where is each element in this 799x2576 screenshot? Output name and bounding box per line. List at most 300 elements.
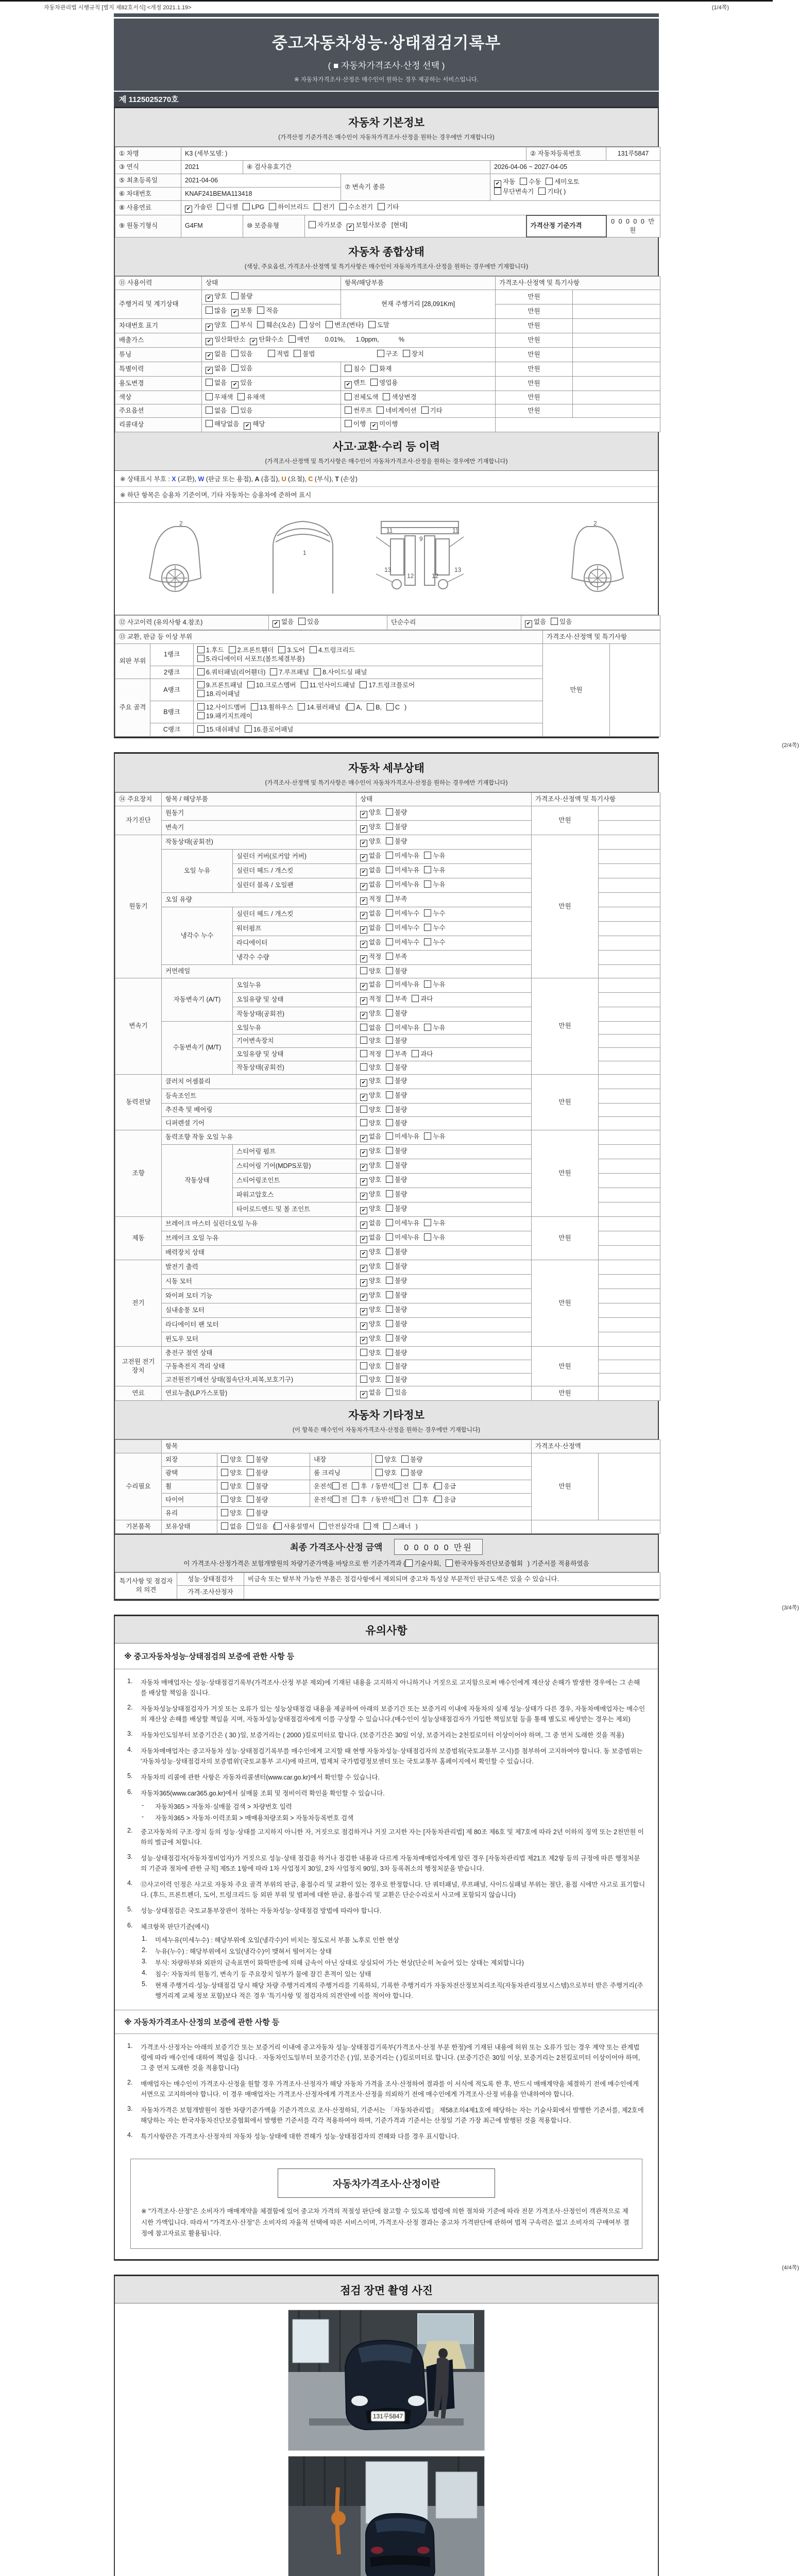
checkbox-label: 네비게이션	[385, 407, 417, 414]
checkbox-checked[interactable]	[360, 1176, 381, 1185]
checkbox-unchecked[interactable]	[197, 646, 224, 655]
checkbox-checked[interactable]	[494, 178, 515, 188]
checkbox-unchecked[interactable]	[520, 178, 541, 187]
checkbox-unchecked[interactable]	[197, 655, 304, 664]
document-title: 중고자동차성능·상태점검기록부	[271, 34, 501, 52]
checkbox-unchecked[interactable]	[231, 321, 252, 330]
checkbox-box	[197, 712, 205, 719]
checkbox-unchecked[interactable]	[386, 1205, 407, 1213]
checkbox-unchecked[interactable]	[347, 703, 362, 712]
table-cell: 연료누출(LP가스포함)	[162, 1386, 356, 1401]
checkbox-checked[interactable]	[206, 364, 227, 374]
checkbox-unchecked[interactable]	[360, 1349, 381, 1358]
checkbox-unchecked[interactable]	[319, 1522, 359, 1531]
checkbox-unchecked[interactable]	[257, 321, 295, 330]
checkbox-checked[interactable]	[231, 307, 252, 316]
checkbox-unchecked[interactable]	[275, 1522, 314, 1531]
checkbox-unchecked[interactable]	[221, 1496, 242, 1504]
checkbox-cell	[305, 215, 526, 238]
checkbox-unchecked[interactable]	[424, 1233, 445, 1242]
checkbox-checked[interactable]	[360, 1190, 381, 1200]
document-subtitle: ( ■ 자동차가격조사·산정 선택 )	[328, 61, 445, 71]
checkbox-unchecked[interactable]	[197, 712, 252, 721]
checkbox-checked[interactable]	[360, 995, 381, 1005]
checkbox-unchecked[interactable]	[217, 203, 238, 212]
checkbox-unchecked[interactable]	[360, 1376, 381, 1384]
table-cell: 현재 주행거리 [28,091Km]	[341, 290, 496, 319]
checkbox-unchecked[interactable]	[288, 335, 310, 344]
table-cell: 주행거리 및 계기상태	[115, 290, 202, 319]
checkbox-checked[interactable]	[250, 335, 283, 345]
checkbox-unchecked[interactable]	[386, 1176, 407, 1184]
checkbox-unchecked[interactable]	[414, 1482, 429, 1491]
table-cell: 실린더 커버(로커암 커버)	[233, 849, 356, 863]
checkbox-unchecked[interactable]	[403, 350, 424, 359]
checkbox-unchecked[interactable]	[538, 188, 566, 196]
checkbox-unchecked[interactable]	[386, 895, 407, 904]
checkbox-unchecked[interactable]	[386, 1077, 407, 1086]
checkbox-unchecked[interactable]	[326, 321, 364, 330]
checkbox-unchecked[interactable]	[206, 379, 227, 387]
checkbox-unchecked[interactable]	[301, 681, 355, 690]
checkbox-checked[interactable]	[360, 1388, 381, 1398]
checkbox-cell	[356, 1317, 532, 1332]
checkbox-unchecked[interactable]	[551, 618, 572, 626]
checkbox-box	[247, 1509, 254, 1516]
checkbox-unchecked[interactable]	[221, 1522, 242, 1531]
checkbox-unchecked[interactable]	[386, 1091, 407, 1100]
checkbox-unchecked[interactable]	[247, 1522, 268, 1531]
checkbox-unchecked[interactable]	[386, 980, 419, 989]
checkbox-unchecked[interactable]	[386, 1161, 407, 1170]
checkbox-unchecked[interactable]	[221, 1509, 242, 1518]
basic-info-band	[115, 108, 658, 147]
checkbox-unchecked[interactable]	[386, 852, 419, 860]
checkbox-unchecked[interactable]	[386, 1050, 407, 1059]
checkbox-label: 유채색	[246, 394, 265, 401]
checkbox-unchecked[interactable]	[197, 725, 240, 734]
form-meta-line	[44, 3, 729, 11]
checkbox-box: ✔	[273, 620, 280, 628]
checkbox-unchecked[interactable]	[386, 808, 407, 817]
checkbox-label: 누유	[433, 1132, 446, 1140]
checkbox-unchecked[interactable]	[364, 1522, 379, 1531]
checkbox-unchecked[interactable]	[386, 1334, 407, 1343]
checkbox-checked[interactable]	[273, 618, 294, 628]
checkbox-label: 없음	[369, 852, 382, 859]
checkbox-unchecked[interactable]	[383, 393, 416, 402]
checkbox-box	[251, 703, 258, 710]
checkbox-cell	[356, 1303, 532, 1317]
checkbox-unchecked[interactable]	[206, 393, 233, 402]
checkbox-unchecked[interactable]	[206, 406, 227, 415]
checkbox-box	[376, 1469, 383, 1476]
table-cell	[599, 1373, 660, 1386]
checkbox-unchecked[interactable]	[360, 1119, 381, 1128]
checkbox-unchecked[interactable]	[386, 866, 419, 875]
checkbox-unchecked[interactable]	[310, 646, 355, 655]
checkbox-unchecked[interactable]	[386, 1190, 407, 1199]
checkbox-unchecked[interactable]	[197, 703, 246, 712]
checkbox-unchecked[interactable]	[446, 1558, 523, 1568]
checkbox-label: 불량	[256, 1496, 268, 1503]
checkbox-box: ✔	[360, 854, 367, 861]
checkbox-box: ✔	[360, 955, 367, 962]
table-cell	[573, 319, 660, 333]
checkbox-label: 불량	[395, 1320, 407, 1328]
checkbox-label: 누유	[433, 1219, 446, 1227]
checkbox-label: 색상변경	[392, 394, 417, 401]
checkbox-label: 16.플로어패널	[253, 725, 294, 733]
checkbox-unchecked[interactable]	[386, 1106, 407, 1114]
checkbox-checked[interactable]	[370, 420, 398, 430]
checkbox-unchecked[interactable]	[386, 1132, 419, 1141]
checkbox-unchecked[interactable]	[386, 823, 407, 832]
inline-text: 이 가격조사·산정가격은 보험개발원의 차량기준가액을 바탕으로 한 기준가격과 (	[183, 1560, 406, 1567]
checkbox-checked[interactable]	[360, 924, 381, 934]
checkbox-box: ✔	[360, 883, 367, 890]
diagram-callout-number: 12	[432, 572, 439, 580]
checkbox-checked[interactable]	[360, 1205, 381, 1214]
checkbox-unchecked[interactable]	[386, 1291, 407, 1300]
diagram-callout-number: 12	[407, 572, 414, 580]
checkbox-unchecked[interactable]	[332, 1482, 347, 1491]
checkbox-unchecked[interactable]	[412, 1050, 433, 1059]
checkbox-label: 불량	[395, 1092, 407, 1099]
checkbox-checked[interactable]	[360, 1334, 381, 1344]
checkbox-cell	[356, 820, 532, 835]
checkbox-unchecked[interactable]	[360, 967, 381, 976]
checkbox-unchecked[interactable]	[300, 321, 321, 330]
inline-text	[319, 350, 377, 358]
checkbox-unchecked[interactable]	[360, 1106, 381, 1114]
checkbox-cell	[217, 1520, 532, 1533]
checkbox-label: 기타( )	[547, 188, 566, 196]
checkbox-unchecked[interactable]	[435, 1496, 456, 1504]
checkbox-checked[interactable]	[360, 837, 381, 847]
checkbox-label: 없음	[369, 980, 382, 988]
checkbox-unchecked[interactable]	[309, 221, 342, 230]
checkbox-checked[interactable]	[360, 1077, 381, 1087]
basic-info-subtitle: (가격산정 기준가격은 매수인이 자동차가격조사·산정을 원하는 경우에만 기재합니다)	[278, 134, 495, 141]
checkbox-checked[interactable]	[231, 379, 252, 388]
checkbox-unchecked[interactable]	[424, 1132, 445, 1141]
checkbox-checked[interactable]	[206, 335, 245, 345]
checkbox-unchecked[interactable]	[221, 1469, 242, 1478]
checkbox-unchecked[interactable]	[386, 1063, 407, 1072]
table-cell: 디퍼렌셜 기어	[162, 1116, 356, 1130]
checkbox-unchecked[interactable]	[270, 668, 309, 677]
checkbox-label: 양호	[369, 1092, 382, 1099]
checkbox-unchecked[interactable]	[421, 406, 443, 415]
checkbox-unchecked[interactable]	[386, 703, 400, 712]
checkbox-unchecked[interactable]	[332, 1496, 347, 1504]
checkbox-unchecked[interactable]	[377, 350, 398, 359]
page4-block	[114, 2275, 659, 2576]
checkbox-unchecked[interactable]	[278, 646, 305, 655]
checkbox-unchecked[interactable]	[386, 1262, 407, 1271]
checkbox-unchecked[interactable]	[247, 1509, 268, 1518]
table-cell: 성능·상태점검자	[177, 1572, 244, 1586]
checkbox-checked[interactable]	[244, 420, 265, 430]
checkbox-unchecked[interactable]	[247, 681, 296, 690]
checkbox-unchecked[interactable]	[376, 1469, 397, 1478]
checkbox-label: 있음	[559, 618, 572, 625]
checkbox-checked[interactable]	[360, 852, 381, 861]
checkbox-unchecked[interactable]	[546, 178, 579, 187]
checkbox-unchecked[interactable]	[237, 393, 265, 402]
checkbox-unchecked[interactable]	[386, 1037, 407, 1045]
status-code-meaning: (교환),	[176, 475, 198, 483]
checkbox-box	[352, 1482, 359, 1489]
checkbox-checked[interactable]	[206, 321, 227, 331]
checkbox-unchecked[interactable]	[294, 350, 315, 359]
checkbox-unchecked[interactable]	[386, 1320, 407, 1329]
checkbox-cell	[356, 1245, 532, 1260]
checkbox-unchecked[interactable]	[339, 203, 373, 212]
checkbox-label: 누유	[433, 1233, 446, 1241]
checkbox-unchecked[interactable]	[386, 1277, 407, 1285]
checkbox-box: ✔	[345, 381, 352, 388]
checkbox-checked[interactable]	[360, 1277, 381, 1286]
checkbox-unchecked[interactable]	[245, 725, 294, 734]
checkbox-box	[424, 1132, 431, 1140]
checkbox-unchecked[interactable]	[298, 618, 319, 626]
checkbox-unchecked[interactable]	[386, 1388, 407, 1397]
checkbox-unchecked[interactable]	[435, 1482, 456, 1491]
checkbox-unchecked[interactable]	[206, 420, 239, 429]
checkbox-unchecked[interactable]	[386, 1349, 407, 1358]
table-cell: 항목	[162, 1440, 532, 1453]
checkbox-unchecked[interactable]	[247, 1455, 268, 1464]
checkbox-unchecked[interactable]	[394, 1482, 409, 1491]
checkbox-unchecked[interactable]	[231, 364, 252, 373]
checkbox-unchecked[interactable]	[206, 307, 227, 315]
checkbox-checked[interactable]	[360, 1132, 381, 1142]
checkbox-label: 누유	[433, 880, 446, 888]
checkbox-unchecked[interactable]	[360, 1362, 381, 1371]
checkbox-unchecked[interactable]	[424, 938, 445, 947]
checkbox-unchecked[interactable]	[229, 646, 274, 655]
checkbox-cell	[202, 333, 496, 348]
checkbox-unchecked[interactable]	[386, 1119, 407, 1128]
checkbox-unchecked[interactable]	[370, 379, 398, 387]
checkbox-unchecked[interactable]	[314, 668, 367, 677]
checkbox-unchecked[interactable]	[298, 703, 341, 712]
checkbox-checked[interactable]	[525, 618, 546, 628]
checkbox-box	[386, 924, 393, 931]
checkbox-box: ✔	[360, 912, 367, 919]
checkbox-box	[288, 335, 296, 343]
checkbox-unchecked[interactable]	[231, 292, 252, 301]
checkbox-unchecked[interactable]	[386, 938, 419, 947]
checkbox-unchecked[interactable]	[424, 880, 445, 889]
checkbox-label: 양호	[384, 1469, 397, 1477]
checkbox-unchecked[interactable]	[386, 837, 407, 846]
checkbox-unchecked[interactable]	[360, 1037, 381, 1045]
checkbox-unchecked[interactable]	[401, 1469, 422, 1478]
checkbox-cell	[372, 1453, 532, 1467]
checkbox-checked[interactable]	[360, 1291, 381, 1301]
checkbox-cell	[310, 1480, 532, 1494]
checkbox-unchecked[interactable]	[386, 880, 419, 889]
checkbox-unchecked[interactable]	[376, 1455, 397, 1464]
checkbox-label: 기술사회,	[414, 1560, 441, 1567]
checkbox-unchecked[interactable]	[378, 203, 399, 212]
checkbox-cell	[202, 348, 496, 362]
checkbox-label: 많음	[214, 307, 227, 315]
checkbox-checked[interactable]	[360, 880, 381, 890]
checkbox-checked[interactable]	[360, 1161, 381, 1171]
checkbox-unchecked[interactable]	[368, 321, 389, 330]
checkbox-unchecked[interactable]	[231, 406, 252, 415]
checkbox-unchecked[interactable]	[386, 995, 407, 1004]
checkbox-label: B,	[376, 704, 382, 711]
status-code-letter: X	[172, 475, 176, 483]
table-cell	[599, 1188, 660, 1202]
checkbox-unchecked[interactable]	[386, 1009, 407, 1018]
checkbox-unchecked[interactable]	[360, 1063, 381, 1072]
checkbox-unchecked[interactable]	[247, 1469, 268, 1478]
checkbox-unchecked[interactable]	[386, 1147, 407, 1156]
checkbox-unchecked[interactable]	[247, 1496, 268, 1504]
checkbox-unchecked[interactable]	[494, 188, 534, 196]
checkbox-unchecked[interactable]	[197, 668, 265, 677]
notice-item	[127, 2105, 645, 2126]
checkbox-unchecked[interactable]	[386, 953, 407, 961]
checkbox-checked[interactable]	[360, 1009, 381, 1019]
checkbox-checked[interactable]	[347, 221, 386, 231]
checkbox-checked[interactable]	[360, 823, 381, 833]
checkbox-unchecked[interactable]	[386, 1233, 419, 1242]
checkbox-checked[interactable]	[360, 1233, 381, 1243]
checkbox-unchecked[interactable]	[221, 1482, 242, 1491]
checkbox-checked[interactable]	[185, 203, 212, 213]
checkbox-unchecked[interactable]	[367, 703, 382, 712]
notice-item	[127, 1853, 645, 1874]
checkbox-unchecked[interactable]	[424, 909, 445, 918]
checkbox-unchecked[interactable]	[386, 967, 407, 976]
inline-text: 0.01%, 1.0ppm, %	[314, 336, 404, 344]
checkbox-checked[interactable]	[360, 1248, 381, 1258]
checkbox-unchecked[interactable]	[221, 1455, 242, 1464]
checkbox-unchecked[interactable]	[268, 350, 289, 359]
checkbox-unchecked[interactable]	[386, 1376, 407, 1384]
checkbox-label: 부족	[395, 995, 407, 1003]
overall-status-table	[115, 276, 658, 432]
checkbox-unchecked[interactable]	[247, 1482, 268, 1491]
checkbox-unchecked[interactable]	[386, 1306, 407, 1314]
diagram-callout-number: 11	[452, 527, 459, 534]
checkbox-unchecked[interactable]	[352, 1496, 367, 1504]
checkbox-checked[interactable]	[360, 1091, 381, 1101]
checkbox-unchecked[interactable]	[345, 406, 372, 415]
checkbox-checked[interactable]	[206, 292, 227, 302]
checkbox-unchecked[interactable]	[360, 681, 415, 690]
checkbox-unchecked[interactable]	[243, 203, 264, 212]
checkbox-checked[interactable]	[345, 379, 366, 388]
checkbox-unchecked[interactable]	[386, 1248, 407, 1257]
checkbox-checked[interactable]	[360, 1262, 381, 1272]
table-cell: 워터펌프	[233, 921, 356, 936]
panel-rank-table	[115, 630, 658, 737]
checkbox-unchecked[interactable]	[231, 350, 252, 359]
checkbox-unchecked[interactable]	[383, 1522, 411, 1531]
table-cell: 만원	[532, 1216, 599, 1260]
checkbox-unchecked[interactable]	[360, 1024, 381, 1032]
checkbox-checked[interactable]	[360, 1147, 381, 1157]
checkbox-unchecked[interactable]	[405, 1558, 441, 1568]
checkbox-unchecked[interactable]	[424, 1024, 445, 1032]
checkbox-checked[interactable]	[360, 953, 381, 962]
checkbox-box	[217, 203, 224, 210]
checkbox-unchecked[interactable]	[370, 365, 392, 374]
checkbox-unchecked[interactable]	[345, 365, 366, 374]
checkbox-unchecked[interactable]	[412, 995, 433, 1004]
checkbox-unchecked[interactable]	[424, 852, 445, 860]
checkbox-unchecked[interactable]	[345, 420, 366, 429]
checkbox-cell	[356, 1274, 532, 1289]
checkbox-unchecked[interactable]	[314, 203, 335, 212]
checkbox-unchecked[interactable]	[424, 1219, 445, 1228]
checkbox-label: 불량	[395, 1334, 407, 1342]
checkbox-unchecked[interactable]	[345, 393, 378, 402]
checkbox-box	[386, 1037, 393, 1044]
document-header	[114, 19, 659, 91]
checkbox-label: 11.인사이드패널	[309, 682, 355, 689]
checkbox-unchecked[interactable]	[401, 1455, 422, 1464]
checkbox-unchecked[interactable]	[386, 1219, 419, 1228]
checkbox-unchecked[interactable]	[386, 1024, 419, 1032]
checkbox-checked[interactable]	[360, 895, 381, 905]
checkbox-unchecked[interactable]	[377, 406, 416, 415]
table-cell: 만원	[496, 404, 573, 418]
checkbox-checked[interactable]	[360, 866, 381, 876]
checkbox-unchecked[interactable]	[386, 909, 419, 918]
checkbox-checked[interactable]	[360, 808, 381, 818]
checkbox-unchecked[interactable]	[424, 924, 445, 933]
checkbox-label: 후	[422, 1496, 429, 1503]
checkbox-checked[interactable]	[360, 980, 381, 990]
checkbox-checked[interactable]	[206, 350, 227, 360]
checkbox-checked[interactable]	[360, 909, 381, 919]
checkbox-unchecked[interactable]	[414, 1496, 429, 1504]
checkbox-unchecked[interactable]	[197, 681, 243, 690]
checkbox-unchecked[interactable]	[386, 924, 419, 933]
checkbox-box: ✔	[360, 1236, 367, 1243]
checkbox-label: 잭	[372, 1522, 379, 1530]
checkbox-unchecked[interactable]	[394, 1496, 409, 1504]
checkbox-checked[interactable]	[360, 1320, 381, 1330]
checkbox-checked[interactable]	[360, 1306, 381, 1315]
checkbox-unchecked[interactable]	[352, 1482, 367, 1491]
table-cell: 냉각수 수량	[233, 950, 356, 964]
checkbox-unchecked[interactable]	[197, 690, 240, 699]
checkbox-unchecked[interactable]	[251, 703, 294, 712]
checkbox-checked[interactable]	[360, 938, 381, 948]
notice-band	[115, 1616, 658, 1643]
table-cell	[599, 1386, 660, 1401]
checkbox-unchecked[interactable]	[269, 203, 309, 212]
basic-info-title: 자동차 기본정보	[348, 117, 424, 129]
checkbox-unchecked[interactable]	[360, 1050, 381, 1059]
checkbox-unchecked[interactable]	[424, 980, 445, 989]
checkbox-unchecked[interactable]	[257, 307, 278, 315]
checkbox-checked[interactable]	[360, 1219, 381, 1229]
checkbox-unchecked[interactable]	[424, 866, 445, 875]
checkbox-unchecked[interactable]	[386, 1362, 407, 1371]
inspector-remarks-table	[115, 1572, 660, 1600]
